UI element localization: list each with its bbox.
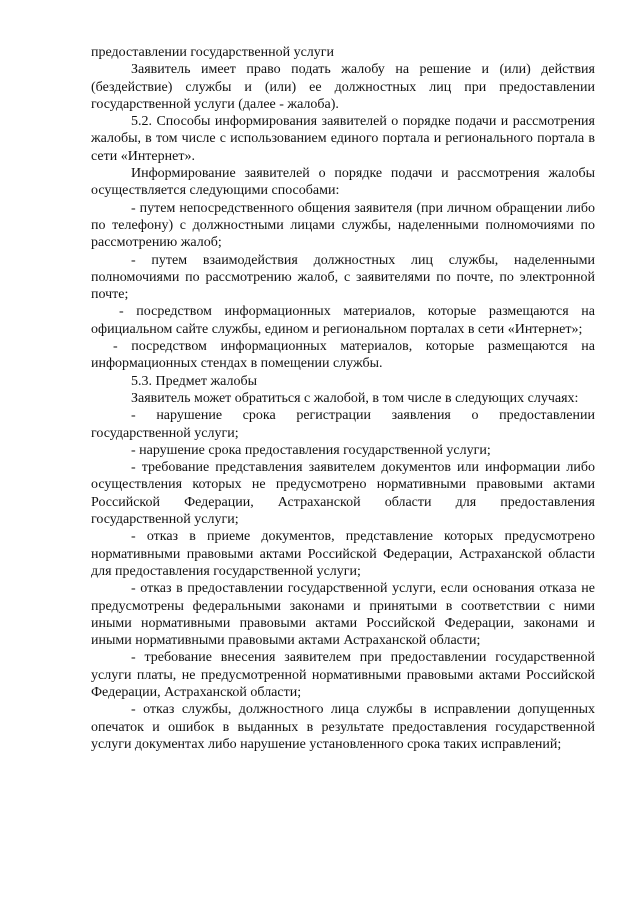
list-item-provision-term: - нарушение срока предоставления государственной услуги; [131,442,491,458]
list-item-registration-term: - нарушение срока регистрации заявления о предоставлении государственной услуги; [91,408,595,441]
list-item-mail-contact: - путем взаимодействия должностных лиц службы, наделенными полномочиями по рассмотрению жалоб, с заявителями по почте, по электронной почте; [91,252,595,303]
list-item-fee-requirement: - требование внесения заявителем при предоставлении государственной услуги платы, не предусмотренной нормативными правовыми актами Российской Федерации, Астраханской области; [91,650,595,700]
paragraph-cases-intro: Заявитель может обратиться с жалобой, в том числе в следующих случаях: [131,390,579,406]
section-5-2-heading: 5.2. Способы информирования заявителей о порядке подачи и рассмотрения жалобы, в том числе с использованием единого портала и регионального портала в сети «Интернет». [91,114,595,164]
section-5-3-heading: 5.3. Предмет жалобы [131,373,257,389]
paragraph-continuation: предоставлении государственной услуги [91,45,335,60]
list-item-correction-refusal: - отказ службы, должностного лица службы в исправлении допущенных опечаток и ошибок в выданных в результате предоставления государственной услуги документах либо нарушение установленного срока таких исправлений; [91,702,595,752]
list-item-direct-contact: - путем непосредственного общения заявителя (при личном обращении либо по телефону) с должностными лицами службы, наделенными полномочиями по рассмотрению жалоб; [91,200,595,251]
paragraph-right-to-complain: Заявитель имеет право подать жалобу на решение и (или) действия (бездействие) службы и (или) ее должностных лиц при предоставлении государственной услуги (далее - жалоба). [91,62,595,112]
paragraph-informing: Информирование заявителей о порядке подачи и рассмотрения жалобы осуществляется следующими способами: [91,166,595,199]
list-item-official-site: - посредством информационных материалов, которые размещаются на официальном сайте службы, едином и региональном порталах в сети «Интернет»; [91,304,595,337]
list-item-refusal-acceptance: - отказ в приеме документов, представление которых предусмотрено нормативными правовыми актами Российской Федерации, Астраханской области для предоставления государственной услуги; [91,529,595,579]
list-item-refusal-provision: - отказ в предоставлении государственной услуги, если основания отказа не предусмотрены федеральными законами и принятыми в соответствии с ними иными нормативными правовыми актами Российской Федерации, законами и иными нормативными правовыми актами Астраханской области; [91,581,595,649]
list-item-documents-requirement: - требование представления заявителем документов или информации либо осуществления которых не предусмотрено нормативными правовыми актами Российской Федерации, Астраханской области для предоставления государственной услуги; [91,460,595,528]
document-page [91,44,595,753]
list-item-info-stands: - посредством информационных материалов, которые размещаются на информационных стендах в помещении службы. [91,339,595,372]
